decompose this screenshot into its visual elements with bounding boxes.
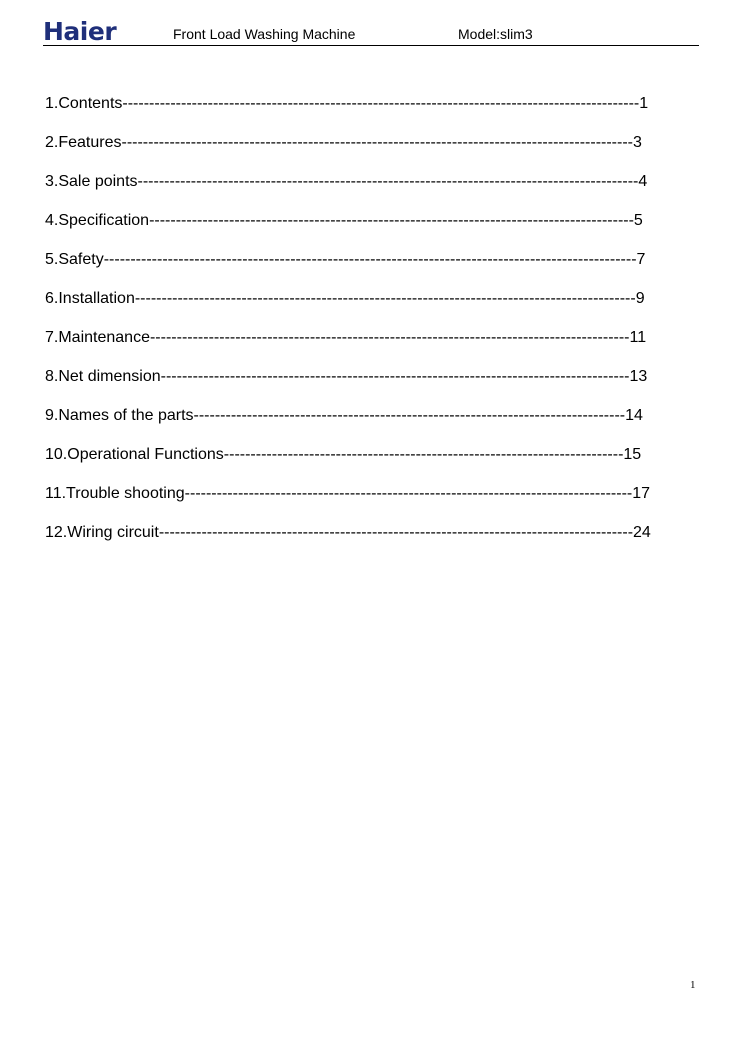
- toc-entry-trouble-shooting[interactable]: [45, 484, 665, 523]
- toc-page: 15: [623, 446, 642, 463]
- toc-label: 8.Net dimension: [45, 368, 161, 385]
- toc-label: 9.Names of the parts: [45, 407, 194, 424]
- document-title: Front Load Washing Machine: [173, 26, 356, 42]
- toc-entry-names-of-parts[interactable]: [45, 406, 665, 445]
- toc-label: 2.Features: [45, 134, 122, 151]
- toc-page: 24: [633, 524, 651, 541]
- toc-label: 7.Maintenance: [45, 329, 150, 346]
- toc-entry-specification[interactable]: [45, 211, 665, 250]
- toc-leader: -----------------------------------------------------------------------------------------: [158, 524, 634, 541]
- toc-leader: ------------------------------------------------------------------------------------------: [149, 329, 630, 346]
- toc-leader: ---------------------------------------------------------------------------------: [193, 407, 626, 424]
- toc-entry-installation[interactable]: [45, 289, 665, 328]
- toc-label: 11.Trouble shooting: [45, 485, 185, 502]
- toc-leader: -------------------------------------------------------------------------------------------: [149, 212, 634, 229]
- toc-entry-safety[interactable]: [45, 250, 665, 289]
- toc-entry-operational-functions[interactable]: [45, 445, 665, 484]
- model-label: Model:slim3: [458, 26, 533, 42]
- toc-entry-wiring-circuit[interactable]: [45, 523, 665, 562]
- toc-entry-features[interactable]: [45, 133, 665, 172]
- toc-label: 3.Sale points: [45, 173, 138, 190]
- toc-leader: ----------------------------------------------------------------------------------------------: [134, 290, 636, 307]
- page-header: [43, 18, 699, 46]
- toc-leader: -------------------------------------------------------------------------------------------------: [122, 95, 640, 112]
- toc-leader: ----------------------------------------------------------------------------------------: [160, 368, 630, 385]
- toc-entry-contents[interactable]: [45, 94, 665, 133]
- toc-label: 5.Safety: [45, 251, 104, 268]
- toc-page: 14: [625, 407, 643, 424]
- toc-page: 13: [629, 368, 648, 385]
- toc-page: 17: [632, 485, 651, 502]
- toc-page: 1: [639, 95, 649, 112]
- toc-page: 5: [633, 212, 643, 229]
- toc-label: 12.Wiring circuit: [45, 524, 159, 541]
- table-of-contents: [45, 94, 665, 562]
- toc-leader: ----------------------------------------------------------------------------------------------------: [103, 251, 637, 268]
- toc-label: 4.Specification: [45, 212, 150, 229]
- toc-label: 10.Operational Functions: [45, 446, 224, 463]
- toc-entry-net-dimension[interactable]: [45, 367, 665, 406]
- toc-page: 9: [635, 290, 645, 307]
- toc-page: 4: [638, 173, 648, 190]
- toc-page: 3: [632, 134, 642, 151]
- toc-entry-sale-points[interactable]: [45, 172, 665, 211]
- page-number: 1: [690, 979, 696, 991]
- toc-label: 1.Contents: [45, 95, 123, 112]
- toc-leader: ------------------------------------------------------------------------------------: [184, 485, 633, 502]
- toc-entry-maintenance[interactable]: [45, 328, 665, 367]
- toc-label: 6.Installation: [45, 290, 135, 307]
- toc-page: 7: [636, 251, 646, 268]
- toc-leader: ------------------------------------------------------------------------------------------------: [121, 134, 633, 151]
- toc-leader: ---------------------------------------------------------------------------: [223, 446, 624, 463]
- toc-page: 11: [629, 329, 647, 346]
- haier-logo: Haier: [43, 17, 117, 46]
- toc-leader: ----------------------------------------------------------------------------------------------: [137, 173, 639, 190]
